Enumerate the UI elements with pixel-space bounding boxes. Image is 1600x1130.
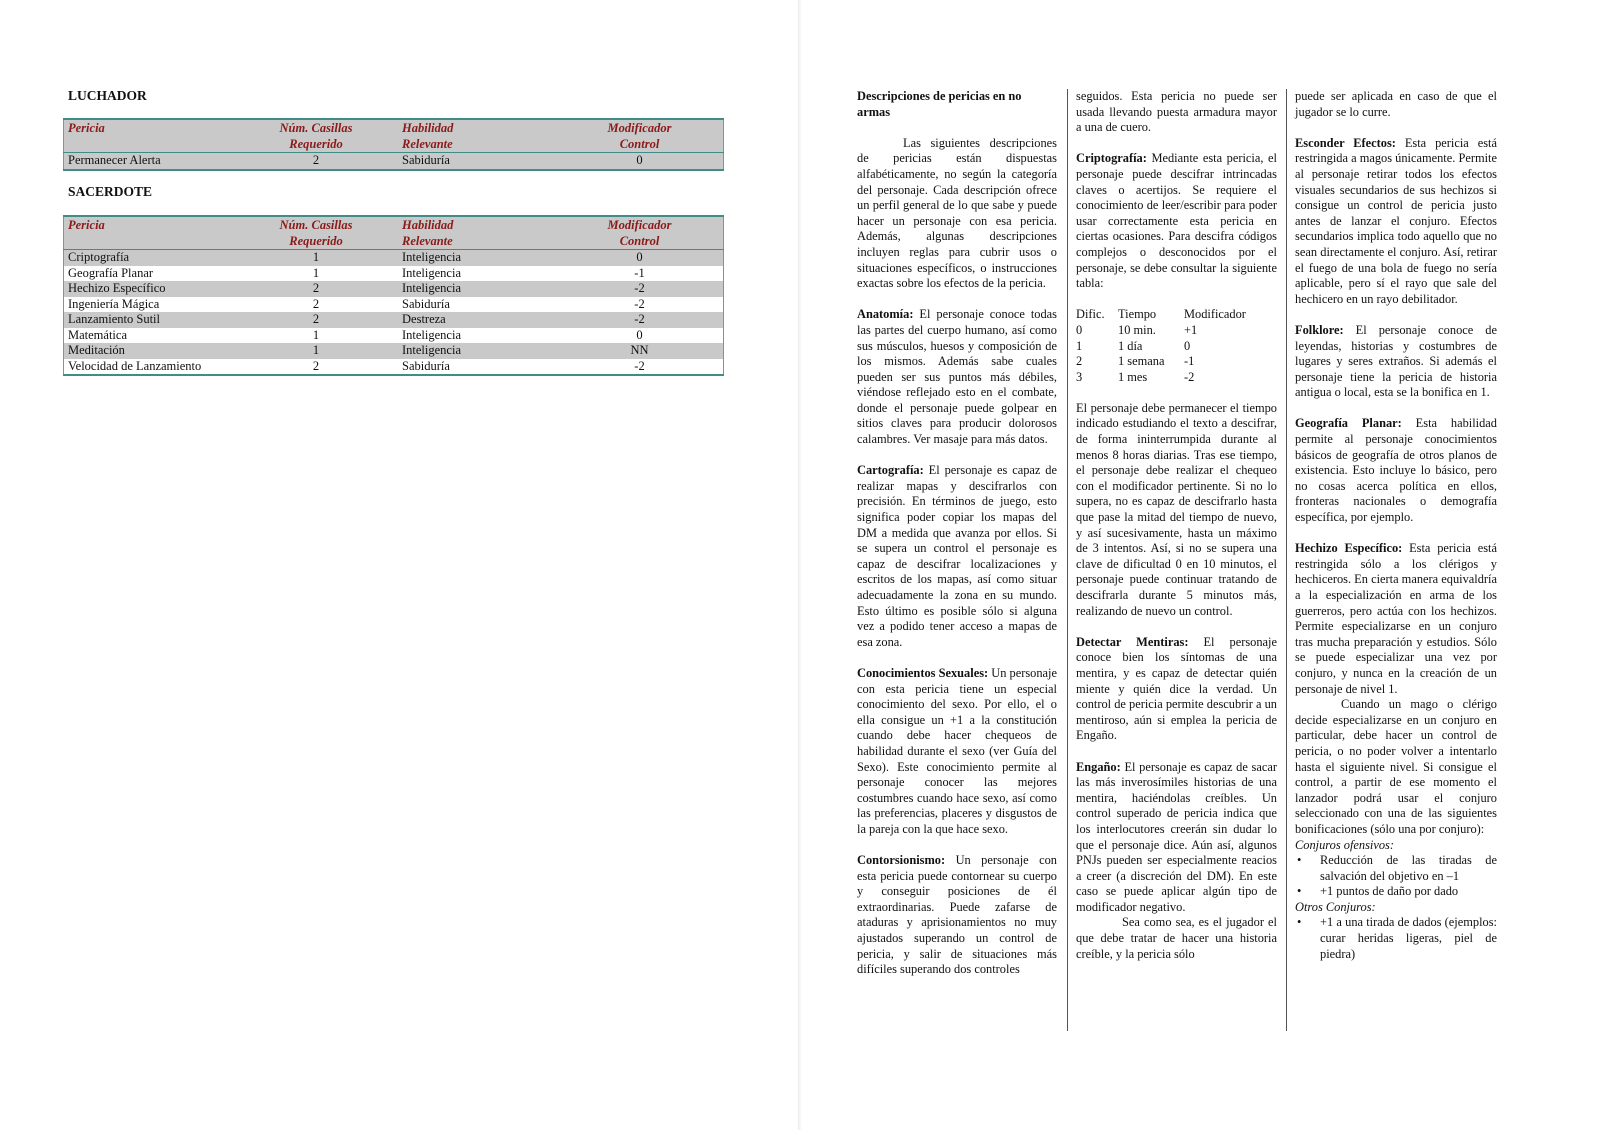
col-header-habilidad: Habilidad Relevante bbox=[370, 216, 556, 250]
entry-engano: Engaño: El personaje es capaz de sacar las más inverosímiles historias de una mentira, haciéndolas creíbles. Un control superado de pericia indica que los interlocutores creerán sin dudar lo que el personaje dice. Aún así, algunos PNJs pueden ser especialmente reacios a creer (a discreción del DM). En este caso se puede aplicar algún tipo de modificador negativo. bbox=[1076, 759, 1277, 914]
cell-modificador: -2 bbox=[634, 358, 645, 373]
difficulty-header: Tiempo bbox=[1118, 307, 1157, 322]
col-header-pericia: Pericia bbox=[64, 119, 263, 153]
otros-list bbox=[1295, 915, 1497, 962]
col-header-modificador: Modificador Control bbox=[556, 119, 724, 153]
entry-conocimientos-sexuales: Conocimientos Sexuales: Un personaje con esta pericia tiene un especial conocimiento del sexo. Por ello, el o ella consigue un +1 a la constitución cuando debe hacer chequeos de habilidad durante el sexo (ver Guía del Sexo). Este conocimiento permite al personaje conocer las mejores costumbres cuando hace sexo, así como las preferencias, placeres y disgustos de la pareja con la que hace sexo. bbox=[857, 665, 1057, 836]
sacerdote-table bbox=[63, 215, 724, 376]
cell-habilidad: Inteligencia bbox=[370, 343, 556, 359]
cell-modificador: -2 bbox=[556, 312, 724, 328]
col-header-habilidad: Habilidad Relevante bbox=[370, 119, 556, 153]
difficulty-row bbox=[1076, 339, 1246, 355]
cell-pericia: Ingeniería Mágica bbox=[68, 296, 160, 311]
hechizo-continued: Cuando un mago o clérigo decide especializarse en un conjuro en particular, debe hacer un control de pericia, o no poder volver a intentarlo hasta el siguiente nivel. Si consigue el control, a partir de ese momento el lanzador podrá usar el conjuro seleccionado con una de las siguientes bonificaciones (sólo una por conjuro): bbox=[1295, 697, 1497, 836]
table-row bbox=[64, 281, 724, 297]
cell-habilidad: Destreza bbox=[370, 312, 556, 328]
entry-criptografia: Criptografía: Mediante esta pericia, el personaje puede descifrar intrincadas claves o acertijos. Se requiere el conocimiento de leer/escribir para poder usar correctamente esta pericia en ciertas ocasiones. Para descifra códigos complejos o desconocidos por el personaje, se debe consultar la siguiente tabla: bbox=[1076, 151, 1277, 291]
cell-habilidad: Inteligencia bbox=[402, 327, 461, 342]
cell-pericia: Geografía Planar bbox=[68, 265, 154, 280]
difficulty-cell: +1 bbox=[1184, 322, 1198, 337]
difficulty-cell: 1 día bbox=[1118, 338, 1143, 353]
column-divider bbox=[1286, 89, 1287, 1031]
table-row bbox=[64, 266, 724, 282]
entry-contorsionismo: Contorsionismo: Un personaje con esta pericia puede contornear su cuerpo y conseguir posiciones de él extraordinarias. Puede zafarse de ataduras y aprisionamientos no muy ajustados superando un control de pericia, y salir de situaciones más difíciles superando dos controles bbox=[857, 853, 1057, 977]
entry-term: Geografía Planar: bbox=[1295, 416, 1402, 431]
entry-geografia-planar: Geografía Planar: Esta habilidad permite al personaje conocimientos básicos de geografía de otros planos de existencia. Esto incluye lo básico, pero no cosas acerca política en ellos, fronteras nacionales o demografía específica, por ejemplo. bbox=[1295, 416, 1497, 525]
difficulty-table bbox=[1076, 307, 1246, 385]
difficulty-cell: -2 bbox=[1184, 369, 1195, 384]
cell-habilidad: Sabiduría bbox=[402, 296, 450, 311]
cell-habilidad: Inteligencia bbox=[402, 265, 461, 280]
cell-casillas: 2 bbox=[262, 281, 370, 297]
table-row bbox=[64, 153, 724, 170]
criptografia-continued: El personaje debe permanecer el tiempo indicado estudiando el texto a descifrar, de forma ininterrumpida durante al menos 8 horas diarias. Tras ese tiempo, el personaje debe realizar el chequeo con el modificador pertinente. Si no lo supera, no es capaz de descifrarlo hasta que pase la mitad del tiempo de nuevo, y así sucesivamente, hasta un máximo de 3 intentos. Así, si no se supera una clave de dificultad 0 en 10 minutos, el personaje puede continuar tratando de descifrarla durante 5 minutos más, realizando de nuevo un control. bbox=[1076, 400, 1277, 618]
section-title: Descripciones de pericias en no armas bbox=[857, 89, 1022, 119]
cell-pericia: Permanecer Alerta bbox=[64, 153, 263, 170]
entry-term: Cartografía: bbox=[857, 463, 924, 478]
cell-pericia: Lanzamiento Sutil bbox=[64, 312, 263, 328]
text-column-1 bbox=[857, 89, 1057, 993]
cell-casillas: 1 bbox=[262, 250, 370, 266]
difficulty-header: Modificador bbox=[1184, 307, 1246, 322]
difficulty-cell: 1 bbox=[1076, 338, 1083, 353]
cell-habilidad: Sabiduría bbox=[402, 358, 450, 373]
difficulty-cell: 2 bbox=[1076, 354, 1083, 369]
cell-casillas: 1 bbox=[262, 343, 370, 359]
cell-modificador: NN bbox=[556, 343, 724, 359]
page-spine bbox=[798, 0, 802, 1130]
cell-casillas: 2 bbox=[262, 153, 370, 170]
cell-modificador: 0 bbox=[556, 250, 724, 266]
entry-detectar-mentiras: Detectar Mentiras: El personaje conoce bien los síntomas de una mentira, y es capaz de detectar quién miente y quién dice la verdad. Un control de pericia permite descubrir a un mentiroso, aún si emplea la pericia de Engaño. bbox=[1076, 634, 1277, 743]
cell-casillas: 1 bbox=[312, 265, 320, 280]
difficulty-header: Dific. bbox=[1076, 307, 1105, 322]
difficulty-cell: 10 min. bbox=[1118, 322, 1156, 337]
cell-casillas: 2 bbox=[312, 358, 320, 373]
list-item: • +1 puntos de daño por dado bbox=[1295, 884, 1497, 900]
cell-casillas: 2 bbox=[312, 296, 320, 311]
entry-term: Engaño: bbox=[1076, 759, 1121, 774]
entry-folklore: Folklore: El personaje conoce de leyendas, historias y costumbres de lugares y seres extraños. Si además el personaje tiene la pericia de historia antigua o local, esta se la bonifica en 1. bbox=[1295, 322, 1497, 400]
cell-habilidad: Inteligencia bbox=[370, 281, 556, 297]
cell-pericia: Matemática bbox=[68, 327, 127, 342]
difficulty-cell: 3 bbox=[1076, 369, 1083, 384]
cell-modificador: -2 bbox=[634, 296, 645, 311]
difficulty-row bbox=[1076, 323, 1246, 339]
entry-term: Criptografía: bbox=[1076, 151, 1147, 166]
difficulty-cell: 1 mes bbox=[1118, 369, 1148, 384]
difficulty-row bbox=[1076, 354, 1246, 370]
text-column-2 bbox=[1076, 89, 1277, 978]
entry-term: Conocimientos Sexuales: bbox=[857, 665, 989, 680]
cell-pericia: Criptografía bbox=[64, 250, 263, 266]
text-column-3 bbox=[1295, 89, 1497, 962]
difficulty-row bbox=[1076, 370, 1246, 386]
column-divider bbox=[1067, 89, 1068, 1031]
table-row bbox=[64, 359, 724, 376]
cell-pericia: Meditación bbox=[64, 343, 263, 359]
table-row bbox=[64, 343, 724, 359]
cell-casillas: 1 bbox=[312, 327, 320, 342]
cell-casillas: 2 bbox=[262, 312, 370, 328]
entry-cartografia: Cartografía: El personaje es capaz de realizar mapas y descifrarlos con precisión. En términos de juego, esto significa poder copiar los mapas del DM a medida que avanza por ellos. Si se supera un control el personaje es capaz de descifrar localizaciones y escritos de los mapas, así como situar adecuadamente la zona en su mundo. Esto último es posible sólo si alguna vez a podido tener acceso a mapas de esa zona. bbox=[857, 463, 1057, 649]
col-header-casillas: Núm. Casillas Requerido bbox=[262, 119, 370, 153]
cell-pericia: Velocidad de Lanzamiento bbox=[68, 358, 202, 373]
entry-term: Folklore: bbox=[1295, 322, 1344, 337]
col-header-modificador: Modificador Control bbox=[556, 216, 724, 250]
entry-esconder-efectos: Esconder Efectos: Esta pericia está restringida a magos únicamente. Permite al personaje retirar todos los efectos visuales secundarios de sus hechizos si consigue un control de pericia justo antes de lanzar el conjuro. Efectos secundarios implica todo aquello que no sean directamente el conjuro. Así, retirar el fuego de una bola de fuego no sería aplicable, pero sí el rayo que sale del hechicero en un rayo debilitador. bbox=[1295, 135, 1497, 306]
col-header-pericia: Pericia bbox=[64, 216, 263, 250]
ofensivos-list bbox=[1295, 853, 1497, 900]
entry-term: Detectar Mentiras: bbox=[1076, 634, 1189, 649]
entry-anatomia: Anatomía: El personaje conoce todas las partes del cuerpo humano, así como sus músculos, huesos y composición de los mismos. Además sabe cuales pueden ser sus puntos más débiles, viéndose reflejado esto en el combate, donde el personaje puede golpear en sitios claves para producir dolorosos calambres. Ver masaje para más datos. bbox=[857, 307, 1057, 447]
luchador-heading: LUCHADOR bbox=[68, 88, 147, 103]
ofensivos-label: Conjuros ofensivos: bbox=[1295, 837, 1395, 852]
continued-paragraph: seguidos. Esta pericia no puede ser usada llevando puesta armadura mayor a una de cuero. bbox=[1076, 89, 1277, 135]
entry-term: Hechizo Específico: bbox=[1295, 541, 1403, 556]
intro-paragraph: Las siguientes descripciones de pericias están dispuestas alfabéticamente, no según la categoría del personaje. Cada descripción ofrece un perfil general de lo que sabe y puede hacer un personaje con esa pericia. Además, algunas descripciones incluyen reglas para cubrir usos o situaciones específicos, o instrucciones exactas sobre los efectos de la pericia. bbox=[857, 135, 1057, 291]
cell-habilidad: Sabiduría bbox=[370, 153, 556, 170]
cell-pericia: Hechizo Específico bbox=[64, 281, 263, 297]
entry-term: Anatomía: bbox=[857, 307, 914, 322]
cell-modificador: 0 bbox=[556, 153, 724, 170]
table-row bbox=[64, 297, 724, 313]
col-header-casillas: Núm. Casillas Requerido bbox=[262, 216, 370, 250]
continued-paragraph: puede ser aplicada en caso de que el jugador se lo curre. bbox=[1295, 89, 1497, 119]
cell-modificador: -2 bbox=[556, 281, 724, 297]
luchador-table bbox=[63, 118, 724, 171]
difficulty-cell: 0 bbox=[1076, 322, 1083, 337]
entry-term: Esconder Efectos: bbox=[1295, 135, 1396, 150]
cell-habilidad: Inteligencia bbox=[370, 250, 556, 266]
difficulty-cell: 1 semana bbox=[1118, 354, 1165, 369]
cell-modificador: 0 bbox=[636, 327, 643, 342]
entry-term: Contorsionismo: bbox=[857, 853, 946, 868]
otros-label: Otros Conjuros: bbox=[1295, 899, 1376, 914]
list-item: • Reducción de las tiradas de salvación del objetivo en –1 bbox=[1295, 853, 1497, 884]
list-item: • +1 a una tirada de dados (ejemplos: curar heridas ligeras, piel de piedra) bbox=[1295, 915, 1497, 962]
table-row bbox=[64, 328, 724, 344]
difficulty-cell: 0 bbox=[1184, 338, 1191, 353]
difficulty-cell: -1 bbox=[1184, 354, 1195, 369]
entry-hechizo-especifico: Hechizo Específico: Esta pericia está restringida sólo a los clérigos y hechiceros. En cierta manera equivaldría a la especialización en arma de los guerreros, pero actúa con los hechizos. Permite especializarse en un conjuro tras mucha preparación y estudios. Sólo se puede especializar una vez por conjuro, y nunca en la creación de un personaje de nivel 1. bbox=[1295, 541, 1497, 696]
engano-continued: Sea como sea, es el jugador el que debe tratar de hacer una historia creíble, y la pericia sólo bbox=[1076, 915, 1277, 961]
table-row bbox=[64, 250, 724, 266]
cell-modificador: -1 bbox=[634, 265, 645, 280]
table-row bbox=[64, 312, 724, 328]
sacerdote-heading: SACERDOTE bbox=[68, 184, 153, 199]
